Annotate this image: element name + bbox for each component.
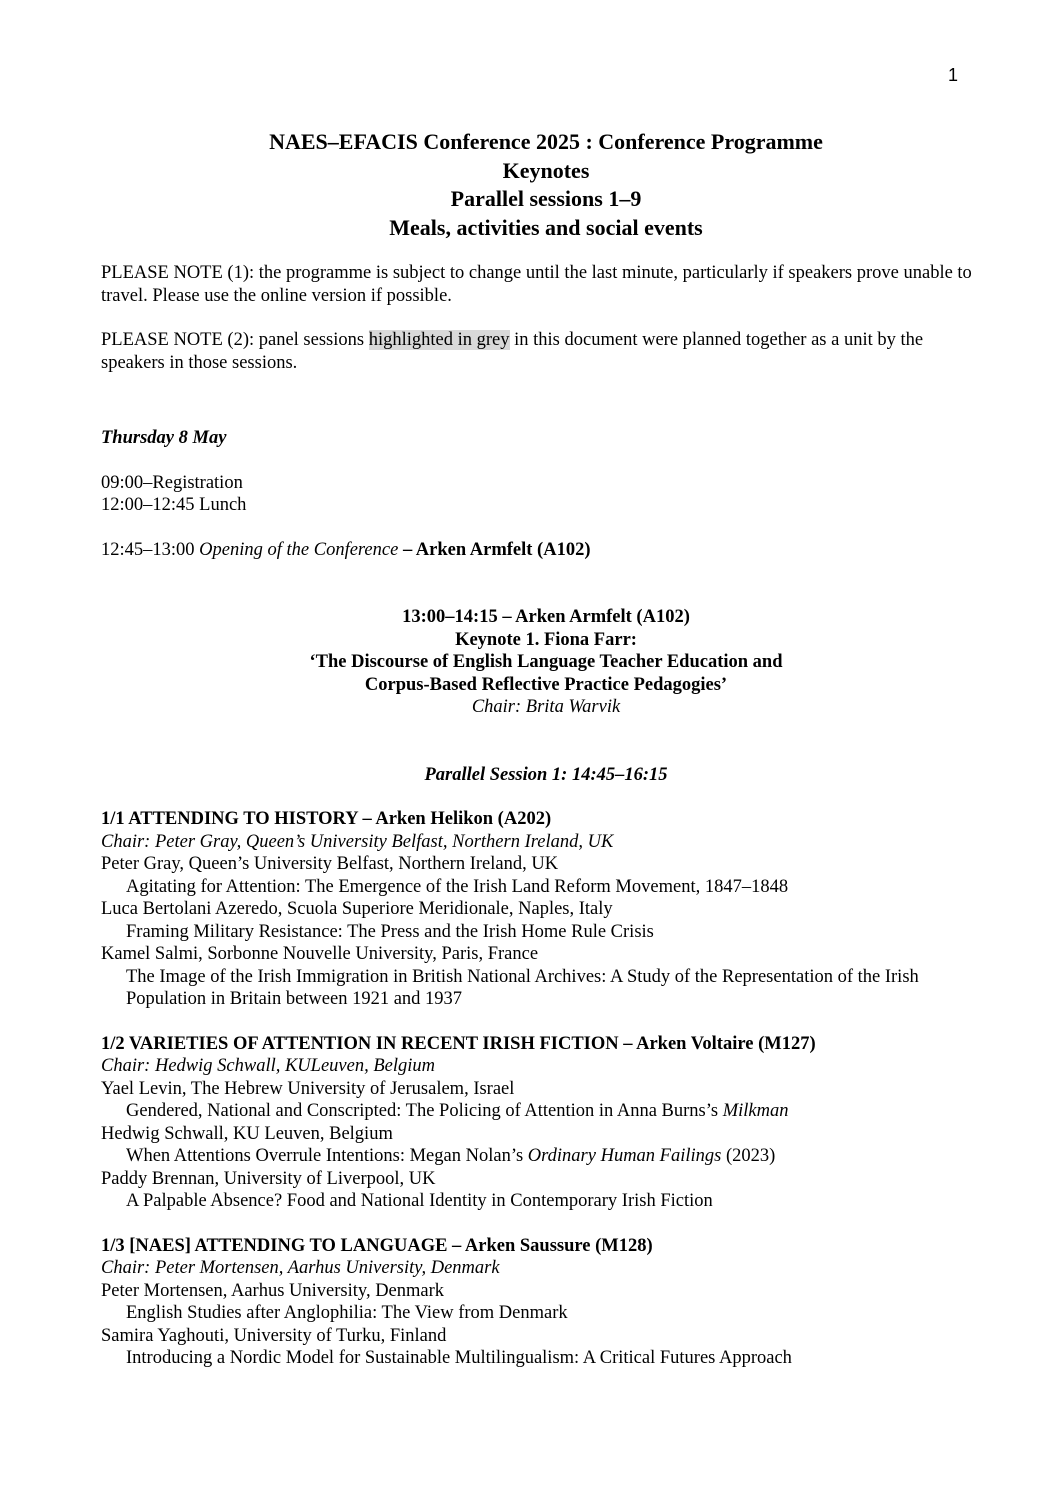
talk-title: [101, 1145, 991, 1168]
panel-title: 1/2 VARIETIES OF ATTENTION IN RECENT IRISH FICTION – Arken Voltaire (M127): [101, 1033, 816, 1054]
talk-title-work: Ordinary Human Failings: [527, 1146, 722, 1166]
panel-1-1: [101, 808, 991, 1011]
panel-title: 1/3 [NAES] ATTENDING TO LANGUAGE – Arken Saussure (M128): [101, 1235, 653, 1256]
title-line: Parallel sessions 1–9: [450, 186, 642, 211]
talk-title: Agitating for Attention: The Emergence of the Irish Land Reform Movement, 1847–1848: [126, 876, 789, 897]
speaker-name: Peter Mortensen, Aarhus University, Denmark: [101, 1280, 445, 1301]
talk-title-work: Milkman: [722, 1101, 789, 1121]
speaker-name: Luca Bertolani Azeredo, Scuola Superiore Meridionale, Naples, Italy: [101, 899, 613, 919]
schedule-item: 12:00–12:45 Lunch: [101, 495, 247, 515]
panel-title: 1/1 ATTENDING TO HISTORY – Arken Helikon (A202): [101, 809, 552, 829]
talk-title: English Studies after Anglophilia: The View from Denmark: [126, 1303, 568, 1323]
schedule-list: [101, 472, 991, 517]
speaker-name: Peter Gray, Queen’s University Belfast, Northern Ireland, UK: [101, 854, 559, 874]
panel-chair: Chair: Peter Gray, Queen’s University Belfast, Northern Ireland, UK: [101, 831, 614, 852]
note-1: PLEASE NOTE (1): the programme is subject to change until the last minute, particularly if speakers prove unable to travel. Please use the online version if possible.: [101, 263, 972, 306]
speaker-name: Yael Levin, The Hebrew University of Jerusalem, Israel: [101, 1078, 515, 1099]
talk-title: [101, 1100, 991, 1123]
parallel-session-heading: Parallel Session 1: 14:45–16:15: [424, 764, 668, 785]
speaker-name: Samira Yaghouti, University of Turku, Finland: [101, 1325, 447, 1346]
schedule-item: 09:00–Registration: [101, 472, 243, 493]
keynote-talk-line: Corpus-Based Reflective Practice Pedagogies’: [364, 674, 728, 695]
day-heading: Thursday 8 May: [101, 428, 227, 448]
panel-chair: Chair: Peter Mortensen, Aarhus University, Denmark: [101, 1258, 500, 1278]
title-line: Meals, activities and social events: [389, 214, 703, 240]
talk-title: The Image of the Irish Immigration in British National Archives: A Study of the Representation of the Irish Population in Britain between 1921 and 1937: [126, 966, 919, 1009]
page-number: 1: [947, 65, 958, 85]
opening-venue: – Arken Armfelt (A102): [398, 539, 591, 560]
note-2: [101, 329, 991, 374]
title-line: Keynotes: [502, 157, 590, 183]
talk-title: Framing Military Resistance: The Press and the Irish Home Rule Crisis: [126, 921, 654, 942]
opening-time: 12:45–13:00: [101, 539, 200, 560]
panel-1-3: [101, 1235, 991, 1370]
speaker-name: Paddy Brennan, University of Liverpool, UK: [101, 1168, 436, 1189]
document-content: [101, 128, 991, 1370]
document-title: [101, 128, 991, 242]
talk-title-text: When Attentions Overrule Intentions: Megan Nolan’s: [126, 1146, 528, 1166]
opening-item: [101, 539, 991, 562]
talk-title-text: (2023): [721, 1146, 776, 1166]
panel-chair: Chair: Hedwig Schwall, KULeuven, Belgium: [101, 1056, 435, 1076]
keynote-title: Keynote 1. Fiona Farr:: [455, 629, 637, 650]
note-2-after: in this document were planned together as a unit by the speakers in those sessions.: [101, 330, 924, 373]
talk-title: A Palpable Absence? Food and National Identity in Contemporary Irish Fiction: [126, 1191, 713, 1211]
speaker-name: Hedwig Schwall, KU Leuven, Belgium: [101, 1123, 393, 1144]
opening-event: Opening of the Conference: [199, 539, 399, 560]
talk-title-text: Gendered, National and Conscripted: The Policing of Attention in Anna Burns’s: [126, 1101, 723, 1121]
note-2-before: PLEASE NOTE (2): panel sessions: [101, 330, 369, 350]
speaker-name: Kamel Salmi, Sorbonne Nouvelle University, Paris, France: [101, 944, 539, 964]
keynote-chair: Chair: Brita Warvik: [471, 697, 621, 717]
keynote-talk-line: ‘The Discourse of English Language Teacher Education and: [309, 652, 783, 672]
talk-title: Introducing a Nordic Model for Sustainable Multilingualism: A Critical Futures Approach: [126, 1348, 792, 1368]
keynote-block: [101, 606, 991, 719]
keynote-time-venue: 13:00–14:15 – Arken Armfelt (A102): [402, 607, 690, 627]
note-2-highlight: highlighted in grey: [368, 330, 510, 350]
panel-1-2: [101, 1033, 991, 1213]
title-line: NAES–EFACIS Conference 2025 : Conference Programme: [269, 129, 823, 154]
